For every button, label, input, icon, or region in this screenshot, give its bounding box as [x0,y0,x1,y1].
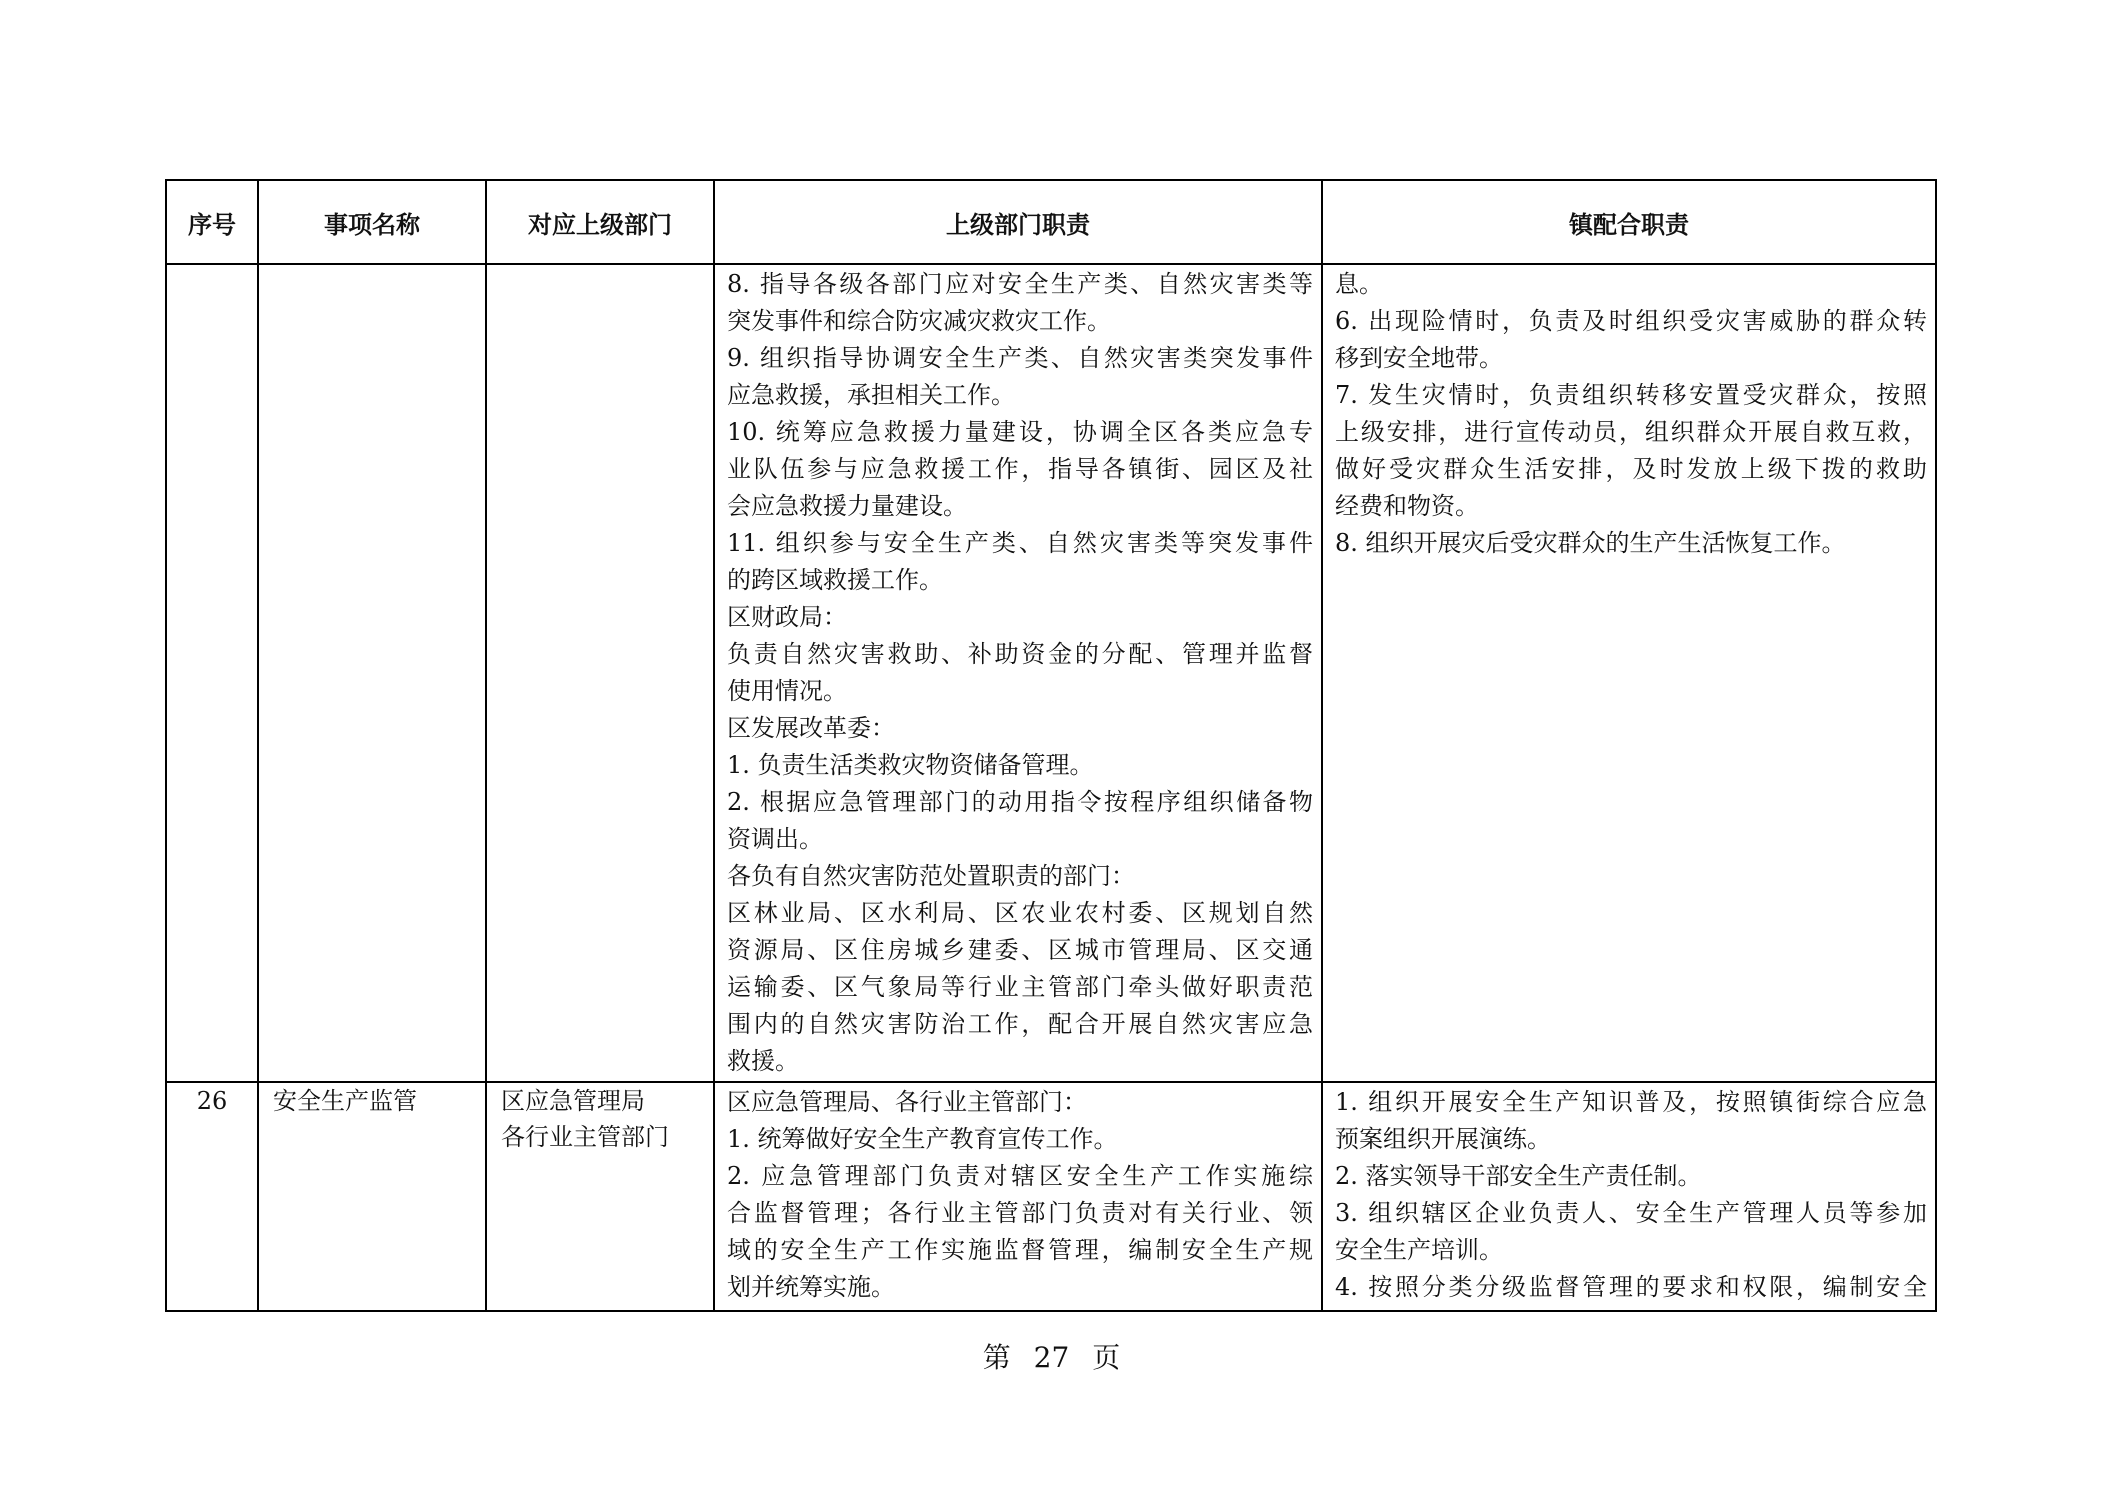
town-duties-cell [1322,1082,1936,1311]
upper-duty-line: 域的安全生产工作实施监督管理，编制安全生产规 [727,1236,1313,1264]
town-duty-line: 做好受灾群众生活安排，及时发放上级下拨的救助 [1335,455,1927,483]
upper-duty-line: 合监督管理；各行业主管部门负责对有关行业、领 [727,1199,1313,1227]
header-upper-duties: 上级部门职责 [714,180,1322,264]
upper-duty-line: 使用情况。 [727,677,847,705]
upper-department-cell [486,264,714,1082]
row-number-cell [166,264,258,1082]
header-number: 序号 [166,180,258,264]
upper-duty-line: 1. 负责生活类救灾物资储备管理。 [727,751,1094,779]
town-duties-cell [1322,264,1936,1082]
header-row [166,180,1936,264]
upper-duties-text [715,1083,1321,1306]
upper-duty-line: 业队伍参与应急救援工作，指导各镇街、园区及社 [727,455,1313,483]
duties-table [165,179,1937,1312]
town-duty-line: 2. 落实领导干部安全生产责任制。 [1335,1162,1702,1190]
upper-duty-line: 区财政局： [727,603,847,631]
item-name-cell [258,264,486,1082]
upper-duty-line: 救援。 [727,1047,799,1075]
upper-duties-cell [714,264,1322,1082]
town-duty-line: 息。 [1335,270,1383,298]
upper-duty-line: 2. 根据应急管理部门的动用指令按程序组织储备物 [727,788,1313,816]
town-duty-line: 移到安全地带。 [1335,344,1503,372]
upper-duty-line: 9. 组织指导协调安全生产类、自然灾害类突发事件 [727,344,1313,372]
upper-duty-line: 区林业局、区水利局、区农业农村委、区规划自然 [727,899,1313,927]
page-footer [0,1338,2103,1378]
upper-duties-cell [714,1082,1322,1311]
town-duty-line: 上级安排，进行宣传动员，组织群众开展自救互救， [1335,418,1927,446]
upper-duty-line: 突发事件和综合防灾减灾救灾工作。 [727,307,1111,335]
town-duty-line: 6. 出现险情时，负责及时组织受灾害威胁的群众转 [1335,307,1927,335]
upper-duty-line: 会应急救援力量建设。 [727,492,967,520]
town-duty-line: 1. 组织开展安全生产知识普及，按照镇街综合应急 [1335,1088,1927,1116]
upper-duty-line: 区应急管理局、各行业主管部门： [727,1088,1087,1116]
header-upper-department: 对应上级部门 [486,180,714,264]
upper-duty-line: 运输委、区气象局等行业主管部门牵头做好职责范 [727,973,1313,1001]
item-name: 安全生产监管 [273,1087,417,1115]
upper-duty-line: 应急救援，承担相关工作。 [727,381,1015,409]
header-town-duties: 镇配合职责 [1322,180,1936,264]
item-name-cell [258,1082,486,1311]
upper-department-line: 各行业主管部门 [501,1123,669,1151]
town-duty-line: 经费和物资。 [1335,492,1479,520]
town-duties-text [1323,265,1935,562]
upper-duty-line: 各负有自然灾害防范处置职责的部门： [727,862,1135,890]
town-duty-line: 4. 按照分类分级监督管理的要求和权限，编制安全 [1335,1273,1927,1301]
upper-duty-line: 11. 组织参与安全生产类、自然灾害类等突发事件 [727,529,1313,557]
row-number-cell [166,1082,258,1311]
table-row [166,1082,1936,1311]
upper-duty-line: 2. 应急管理部门负责对辖区安全生产工作实施综 [727,1162,1313,1190]
town-duty-line: 8. 组织开展灾后受灾群众的生产生活恢复工作。 [1335,529,1846,557]
upper-duty-line: 围内的自然灾害防治工作，配合开展自然灾害应急 [727,1010,1313,1038]
upper-duty-line: 的跨区域救援工作。 [727,566,943,594]
town-duty-line: 安全生产培训。 [1335,1236,1503,1264]
row-number: 26 [196,1087,228,1115]
upper-duty-line: 资源局、区住房城乡建委、区城市管理局、区交通 [727,936,1313,964]
upper-duty-line: 8. 指导各级各部门应对安全生产类、自然灾害类等 [727,270,1313,298]
page-number: 27 [1033,1341,1070,1374]
upper-department-cell [486,1082,714,1311]
upper-duty-line: 10. 统筹应急救援力量建设，协调全区各类应急专 [727,418,1313,446]
upper-duty-line: 1. 统筹做好安全生产教育宣传工作。 [727,1125,1118,1153]
header-item-name: 事项名称 [258,180,486,264]
upper-duties-text [715,265,1321,1080]
town-duty-line: 7. 发生灾情时，负责组织转移安置受灾群众，按照 [1335,381,1927,409]
town-duties-text [1323,1083,1935,1306]
upper-duty-line: 区发展改革委： [727,714,895,742]
upper-department-line: 区应急管理局 [501,1087,645,1115]
town-duty-line: 3. 组织辖区企业负责人、安全生产管理人员等参加 [1335,1199,1927,1227]
upper-duty-line: 资调出。 [727,825,823,853]
upper-duty-line: 负责自然灾害救助、补助资金的分配、管理并监督 [727,640,1313,668]
town-duty-line: 预案组织开展演练。 [1335,1125,1551,1153]
footer-suffix: 页 [1092,1341,1121,1374]
upper-duty-line: 划并统筹实施。 [727,1273,895,1301]
footer-prefix: 第 [982,1341,1011,1374]
table-row [166,264,1936,1082]
